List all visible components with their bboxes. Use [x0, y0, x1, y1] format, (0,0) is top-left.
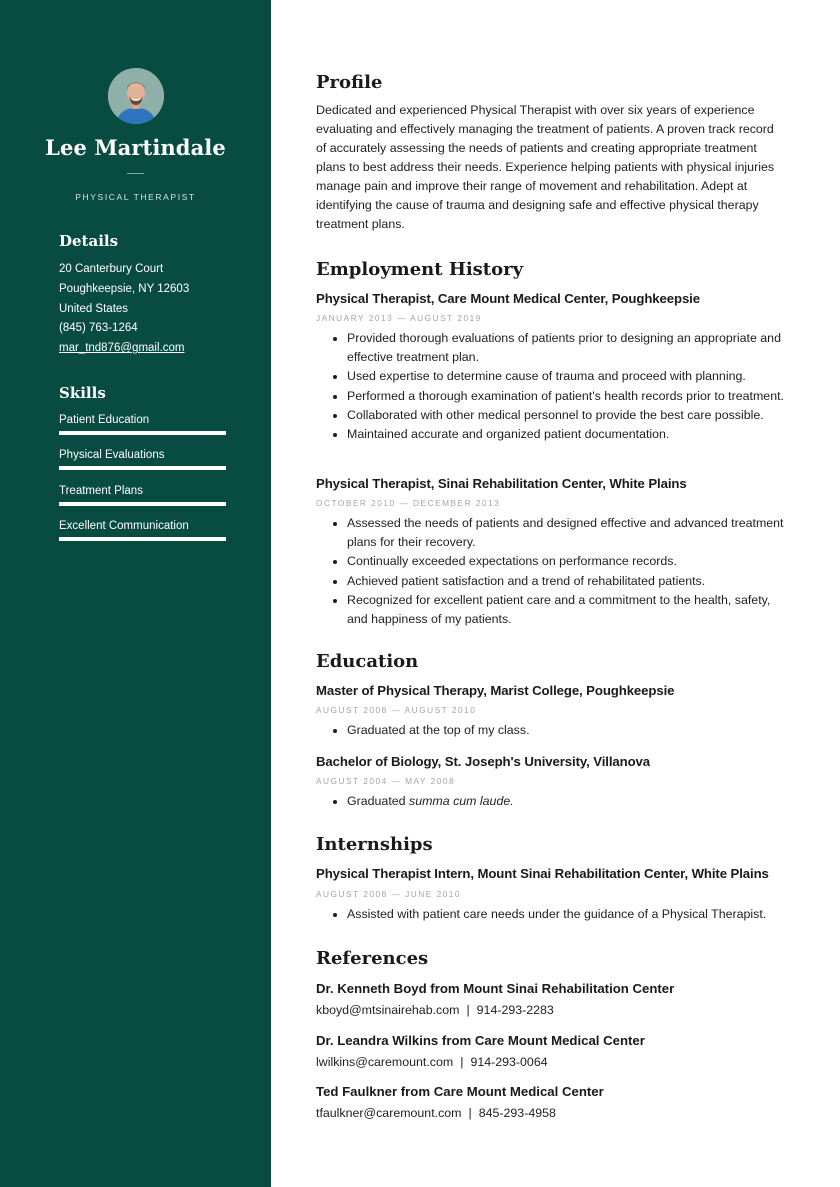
skill-item [59, 483, 226, 518]
reference-email[interactable]: lwilkins@caremount.com [316, 1055, 454, 1069]
skill-label: Physical Evaluations [59, 449, 165, 462]
skill-level-bar [59, 502, 226, 506]
separator: | [468, 1106, 472, 1120]
job-title-1: Physical Therapist, Care Mount Medical Center, Poughkeepsie [316, 291, 700, 306]
details-list [59, 260, 189, 359]
person-photo-icon [108, 68, 164, 124]
reference-name-3: Ted Faulkner from Care Mount Medical Center [316, 1084, 604, 1099]
reference-contact-2 [316, 1055, 548, 1069]
address-line-1: 20 Canterbury Court [59, 263, 164, 275]
references-heading: References [316, 948, 429, 969]
education-dates-1: AUGUST 2008 — AUGUST 2010 [316, 705, 477, 715]
job-title: PHYSICAL THERAPIST [75, 192, 196, 202]
phone: (845) 763-1264 [59, 322, 138, 335]
skill-level-bar [59, 537, 226, 541]
list-item: Achieved patient satisfaction and a trend of rehabilitated patients. [329, 572, 787, 591]
list-item: Maintained accurate and organized patient documentation. [329, 425, 787, 444]
internship-bullets-1 [329, 905, 787, 924]
skill-label: Excellent Communication [59, 519, 189, 532]
profile-heading: Profile [316, 72, 383, 93]
reference-email[interactable]: kboyd@mtsinairehab.com [316, 1003, 460, 1017]
list-item: Collaborated with other medical personnel to provide the best care possible. [329, 406, 787, 425]
reference-contact-1 [316, 1003, 554, 1017]
employment-heading: Employment History [316, 259, 524, 280]
candidate-name: Lee Martindale [45, 135, 226, 160]
skill-level-bar [59, 466, 226, 470]
job-title-2: Physical Therapist, Sinai Rehabilitation Center, White Plains [316, 476, 687, 491]
skill-level-bar [59, 431, 226, 435]
bullet-italic-text: summa cum laude. [409, 794, 514, 808]
profile-text: Dedicated and experienced Physical Therapist with over six years of experience evaluating and effectively managing the treatment of patients. A proven track record of accurately assessing the needs of patients and creating appropriate treatment plans to best address their needs. Experience helping patients with physical injuries manage pain and improve their range of movement and rehabilitation. Adept at identifying the cause of trauma and designing safe and effective physical therapy treatment plans. [316, 103, 775, 231]
reference-phone: 914-293-2283 [476, 1003, 554, 1017]
separator: | [460, 1055, 464, 1069]
list-item: Used expertise to determine cause of trauma and proceed with planning. [329, 367, 787, 386]
list-item: Performed a thorough examination of patient's health records prior to treatment. [329, 387, 787, 406]
internship-title-1: Physical Therapist Intern, Mount Sinai Rehabilitation Center, White Plains [316, 866, 769, 881]
education-title-2: Bachelor of Biology, St. Joseph's University, Villanova [316, 754, 651, 769]
country: United States [59, 302, 129, 315]
job-dates-1: JANUARY 2013 — AUGUST 2019 [316, 313, 482, 323]
education-bullets-2 [329, 792, 787, 811]
skill-item [59, 412, 226, 447]
list-item: Assessed the needs of patients and designed effective and advanced treatment plans for their recovery. [329, 514, 787, 552]
reference-email[interactable]: tfaulkner@caremount.com [316, 1106, 462, 1120]
list-item [329, 792, 787, 811]
job-bullets-2 [329, 514, 787, 629]
list-item: Assisted with patient care needs under the guidance of a Physical Therapist. [329, 905, 787, 924]
internship-dates-1: AUGUST 2008 — JUNE 2010 [316, 889, 462, 899]
skills-heading: Skills [59, 384, 106, 402]
list-item: Continually exceeded expectations on performance records. [329, 552, 787, 571]
reference-contact-3 [316, 1106, 556, 1120]
reference-name-2: Dr. Leandra Wilkins from Care Mount Medical Center [316, 1033, 645, 1048]
list-item: Provided thorough evaluations of patients prior to designing an appropriate and effective treatment plan. [329, 329, 787, 367]
skill-label: Patient Education [59, 414, 150, 426]
education-heading: Education [316, 651, 419, 672]
skill-item [59, 518, 226, 553]
details-heading: Details [59, 232, 119, 250]
separator: | [466, 1003, 470, 1017]
email-link[interactable]: mar_tnd876@gmail.com [59, 342, 185, 355]
address-line-2: Poughkeepsie, NY 12603 [59, 282, 190, 295]
reference-phone: 845-293-4958 [478, 1106, 556, 1120]
reference-name-1: Dr. Kenneth Boyd from Mount Sinai Rehabilitation Center [316, 981, 675, 996]
skill-item [59, 447, 226, 482]
internships-heading: Internships [316, 834, 433, 855]
avatar [108, 68, 164, 124]
skill-label: Treatment Plans [59, 484, 143, 497]
skills-list [59, 412, 226, 553]
bullet-text: Graduated [347, 794, 409, 808]
job-dates-2: OCTOBER 2010 — DECEMBER 2013 [316, 498, 501, 508]
education-bullets-1 [329, 721, 787, 740]
sidebar [0, 0, 271, 1187]
education-title-1: Master of Physical Therapy, Marist College, Poughkeepsie [316, 683, 675, 698]
reference-phone: 914-293-0064 [470, 1055, 548, 1069]
education-dates-2: AUGUST 2004 — MAY 2008 [316, 776, 456, 786]
list-item: Graduated at the top of my class. [329, 721, 787, 740]
name-divider [127, 173, 144, 174]
list-item: Recognized for excellent patient care and a commitment to the health, safety, and happiness of my patients. [329, 591, 787, 629]
job-bullets-1 [329, 329, 787, 444]
